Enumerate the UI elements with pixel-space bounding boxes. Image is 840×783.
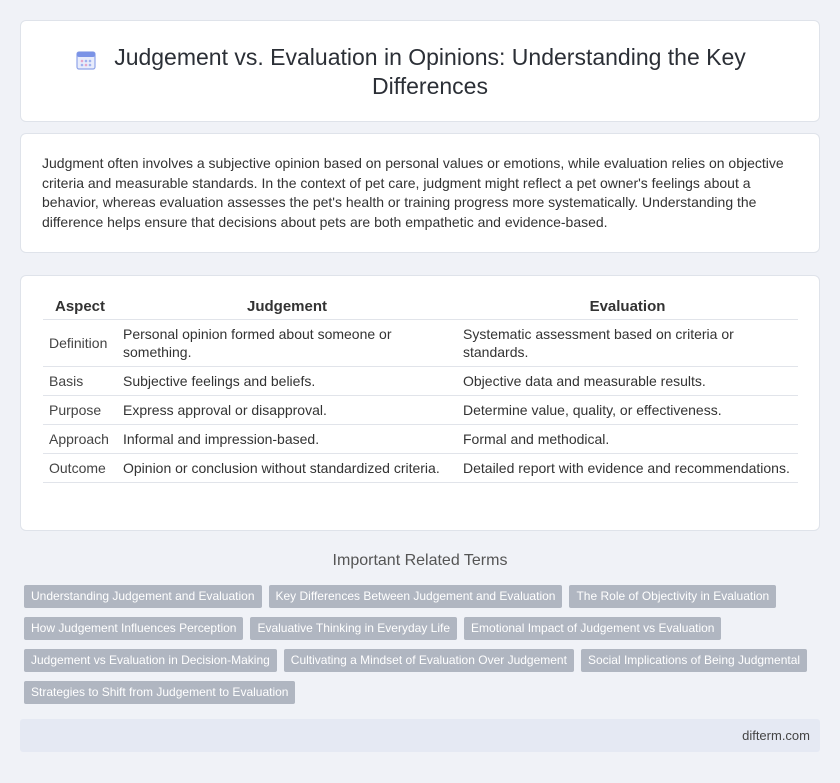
intro-card: [20, 133, 820, 253]
related-term-tag[interactable]: Understanding Judgement and Evaluation: [24, 585, 262, 608]
related-term-tag[interactable]: Cultivating a Mindset of Evaluation Over Judgement: [284, 649, 574, 672]
header-evaluation: Evaluation: [457, 296, 798, 320]
header-judgement: Judgement: [117, 296, 457, 320]
page-title: Judgement vs. Evaluation in Opinions: Understanding the Key Differences: [114, 44, 746, 99]
table-row: [43, 396, 798, 425]
row-aspect: Definition: [43, 320, 117, 367]
row-evaluation: Determine value, quality, or effectiveness.: [457, 396, 798, 425]
table-row: [43, 367, 798, 396]
row-judgement: Subjective feelings and beliefs.: [117, 367, 457, 396]
row-evaluation: Systematic assessment based on criteria or standards.: [457, 320, 798, 367]
comparison-table: [43, 296, 798, 483]
row-judgement: Opinion or conclusion without standardized criteria.: [117, 454, 457, 483]
header-aspect: Aspect: [43, 296, 117, 320]
row-aspect: Approach: [43, 425, 117, 454]
row-evaluation: Formal and methodical.: [457, 425, 798, 454]
related-term-tag[interactable]: Evaluative Thinking in Everyday Life: [250, 617, 457, 640]
related-term-tag[interactable]: The Role of Objectivity in Evaluation: [569, 585, 776, 608]
row-evaluation: Detailed report with evidence and recommendations.: [457, 454, 798, 483]
row-judgement: Personal opinion formed about someone or something.: [117, 320, 457, 367]
table-row: [43, 425, 798, 454]
row-judgement: Express approval or disapproval.: [117, 396, 457, 425]
row-aspect: Purpose: [43, 396, 117, 425]
row-judgement: Informal and impression-based.: [117, 425, 457, 454]
related-term-tag[interactable]: Social Implications of Being Judgmental: [581, 649, 807, 672]
footer: [20, 719, 820, 752]
related-term-tag[interactable]: Judgement vs Evaluation in Decision-Making: [24, 649, 277, 672]
header-card: [20, 20, 820, 122]
table-row: [43, 454, 798, 483]
table-header-row: [43, 296, 798, 320]
related-terms-heading: Important Related Terms: [332, 552, 508, 569]
related-term-tag[interactable]: Key Differences Between Judgement and Evaluation: [269, 585, 563, 608]
related-term-tag[interactable]: Strategies to Shift from Judgement to Evaluation: [24, 681, 295, 704]
row-aspect: Outcome: [43, 454, 117, 483]
table-row: [43, 320, 798, 367]
related-term-tag[interactable]: How Judgement Influences Perception: [24, 617, 243, 640]
intro-text: Judgment often involves a subjective opinion based on personal values or emotions, while evaluation relies on objective criteria and measurable standards. In the context of pet care, judgment might reflect a pet owner's feelings about a behavior, whereas evaluation assesses the pet's health or training progress more systematically. Understanding the difference helps ensure that decisions about pets are both empathetic and evidence-based.: [42, 155, 784, 230]
row-evaluation: Objective data and measurable results.: [457, 367, 798, 396]
footer-site-link[interactable]: difterm.com: [742, 728, 810, 743]
related-term-tag[interactable]: Emotional Impact of Judgement vs Evaluation: [464, 617, 721, 640]
related-terms-list: [24, 585, 824, 704]
row-aspect: Basis: [43, 367, 117, 396]
comparison-card: [20, 275, 820, 531]
